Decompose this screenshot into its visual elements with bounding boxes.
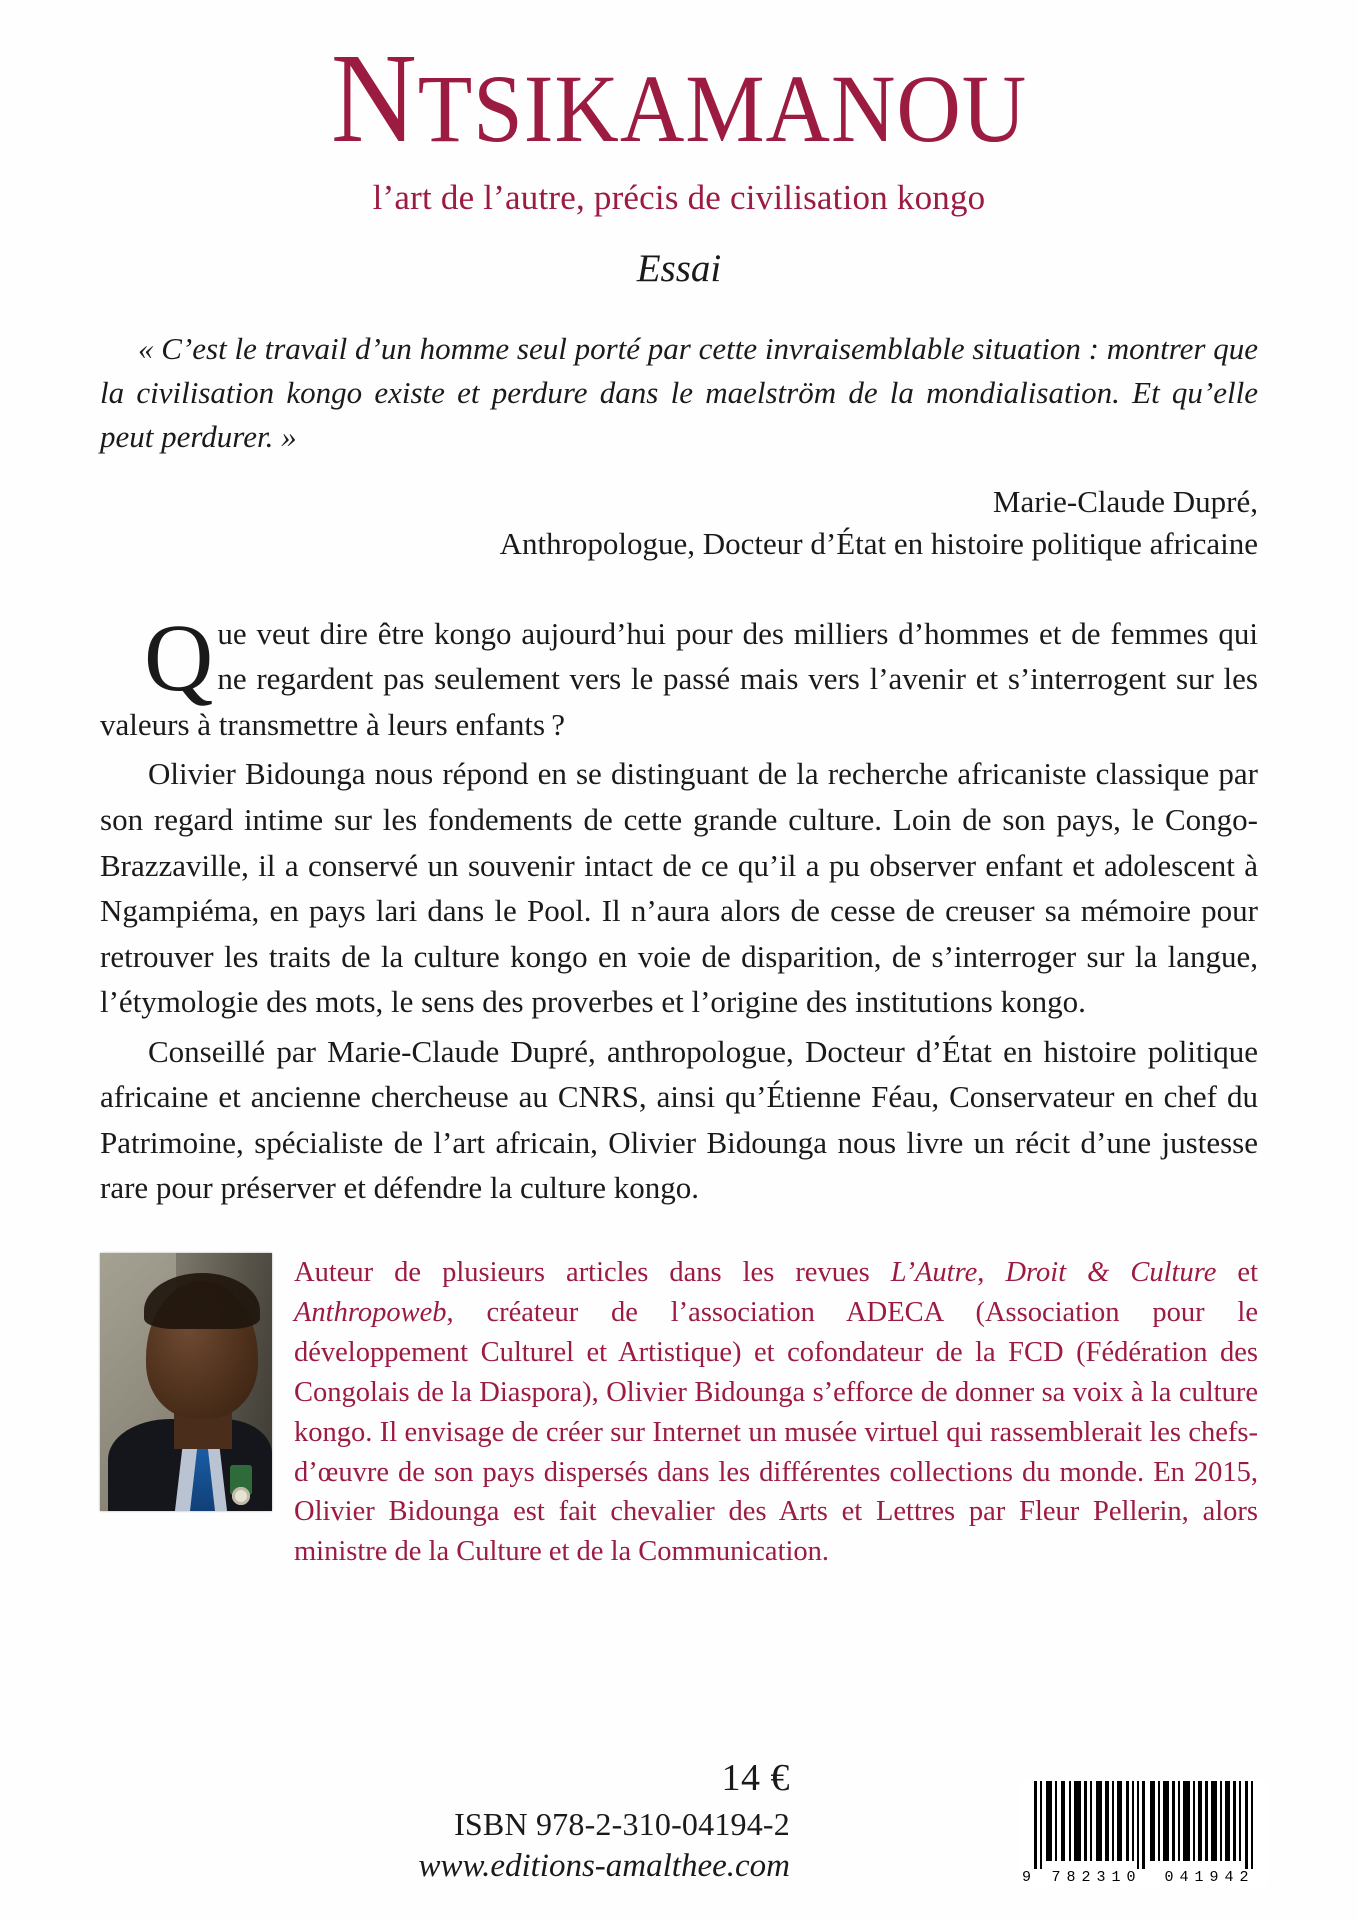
blurb-paragraph-2: Olivier Bidounga nous répond en se distinguant de la recherche africaniste classique par son regard intime sur les fondements de cette grande culture. Loin de son pays, le Congo-Brazzaville, il a conservé un souvenir intact de ce qu’il a pu observer enfant et adolescent à Ngampiéma, en pays lari dans le Pool. Il n’aura alors de cesse de creuser sa mémoire pour retrouver les traits de la culture kongo en voie de disparition, de s’interroger sur la langue, l’étymologie des mots, le sens des proverbes et l’origine des institutions kongo. — [100, 756, 1258, 1020]
barcode-lead-digit: 9 — [1022, 1869, 1033, 1886]
blurb-paragraph-1-text: ue veut dire être kongo aujourd’hui pour des milliers d’hommes et de femmes qui ne regardent pas seulement vers le passé mais vers l’avenir et s’interrogent sur les valeurs à transmettre à leurs enfants ? — [100, 615, 1258, 742]
title-block — [0, 0, 1358, 291]
bio-journal-droit-culture: Droit & Culture — [1005, 1257, 1217, 1289]
book-subtitle: l’art de l’autre, précis de civilisation kongo — [372, 178, 986, 217]
barcode-bars-icon — [1020, 1779, 1268, 1871]
barcode-digits — [1020, 1869, 1268, 1886]
price-label: 14 € — [721, 1757, 790, 1800]
quote-text: « C’est le travail d’un homme seul porté par cette invraisemblable situation : montrer que la civilisation kongo existe et perdure dans le maelström de la mondialisation. Et qu’elle peut perdurer. » — [100, 331, 1258, 455]
bio-journal-anthropoweb: Anthropoweb — [294, 1296, 447, 1328]
author-section — [100, 1253, 1258, 1572]
photo-medal — [230, 1465, 252, 1495]
bio-journal-lautre: L’Autre — [890, 1257, 978, 1289]
author-biography — [294, 1253, 1258, 1572]
book-genre: Essai — [636, 247, 722, 290]
attribution-role: Anthropologue, Docteur d’État en histoire politique africaine — [499, 525, 1258, 561]
isbn-label: ISBN 978-2-310-04194-2 — [454, 1805, 790, 1842]
publisher-website[interactable]: www.editions-amalthee.com — [418, 1848, 790, 1885]
attribution-name: Marie-Claude Dupré, — [992, 484, 1258, 520]
title-initial: N — [330, 27, 418, 169]
blurb-paragraph-3: Conseillé par Marie-Claude Dupré, anthropologue, Docteur d’État en histoire politique africaine et ancienne chercheuse au CNRS, ainsi qu’Étienne Féau, Conservateur en chef du Patrimoine, spécialiste de l’art africain, Olivier Bidounga nous livre un récit d’une justesse rare pour préserver et défendre la culture kongo. — [100, 1033, 1258, 1206]
isbn-barcode — [1020, 1779, 1268, 1886]
author-photo — [100, 1253, 272, 1511]
cover-footer — [0, 1754, 1358, 1894]
bio-text-2: , — [977, 1257, 1006, 1289]
barcode-group-left: 782310 — [1051, 1869, 1142, 1886]
quote-attribution — [100, 481, 1258, 565]
bio-text-3: et — [1216, 1257, 1259, 1289]
bio-text-1: Auteur de plusieurs articles dans les revues — [294, 1257, 891, 1289]
pull-quote — [100, 327, 1258, 459]
footer-text-block — [418, 1754, 790, 1888]
drop-cap: Q — [144, 603, 214, 711]
barcode-group-right: 041942 — [1164, 1869, 1255, 1886]
page-title — [48, 27, 1311, 169]
bio-text-4: , créateur de l’association ADECA (Association pour le développement Culturel et Artistique) et cofondateur de la FCD (Fédération des Congolais de la Diaspora), Olivier Bidounga s’efforce de donner sa voix à la culture kongo. Il envisage de créer sur Internet un musée virtuel qui rassemblerait les chefs-d’œuvre de son pays dispersés dans les différentes collections du monde. En 2015, Olivier Bidounga est fait chevalier des Arts et Lettres par Fleur Pellerin, alors ministre de la Culture et de la Communication. — [294, 1296, 1258, 1568]
blurb-paragraph-1 — [100, 603, 1258, 748]
blurb-body — [100, 603, 1258, 1211]
title-remainder: TSIKAMANOU — [417, 55, 1028, 162]
